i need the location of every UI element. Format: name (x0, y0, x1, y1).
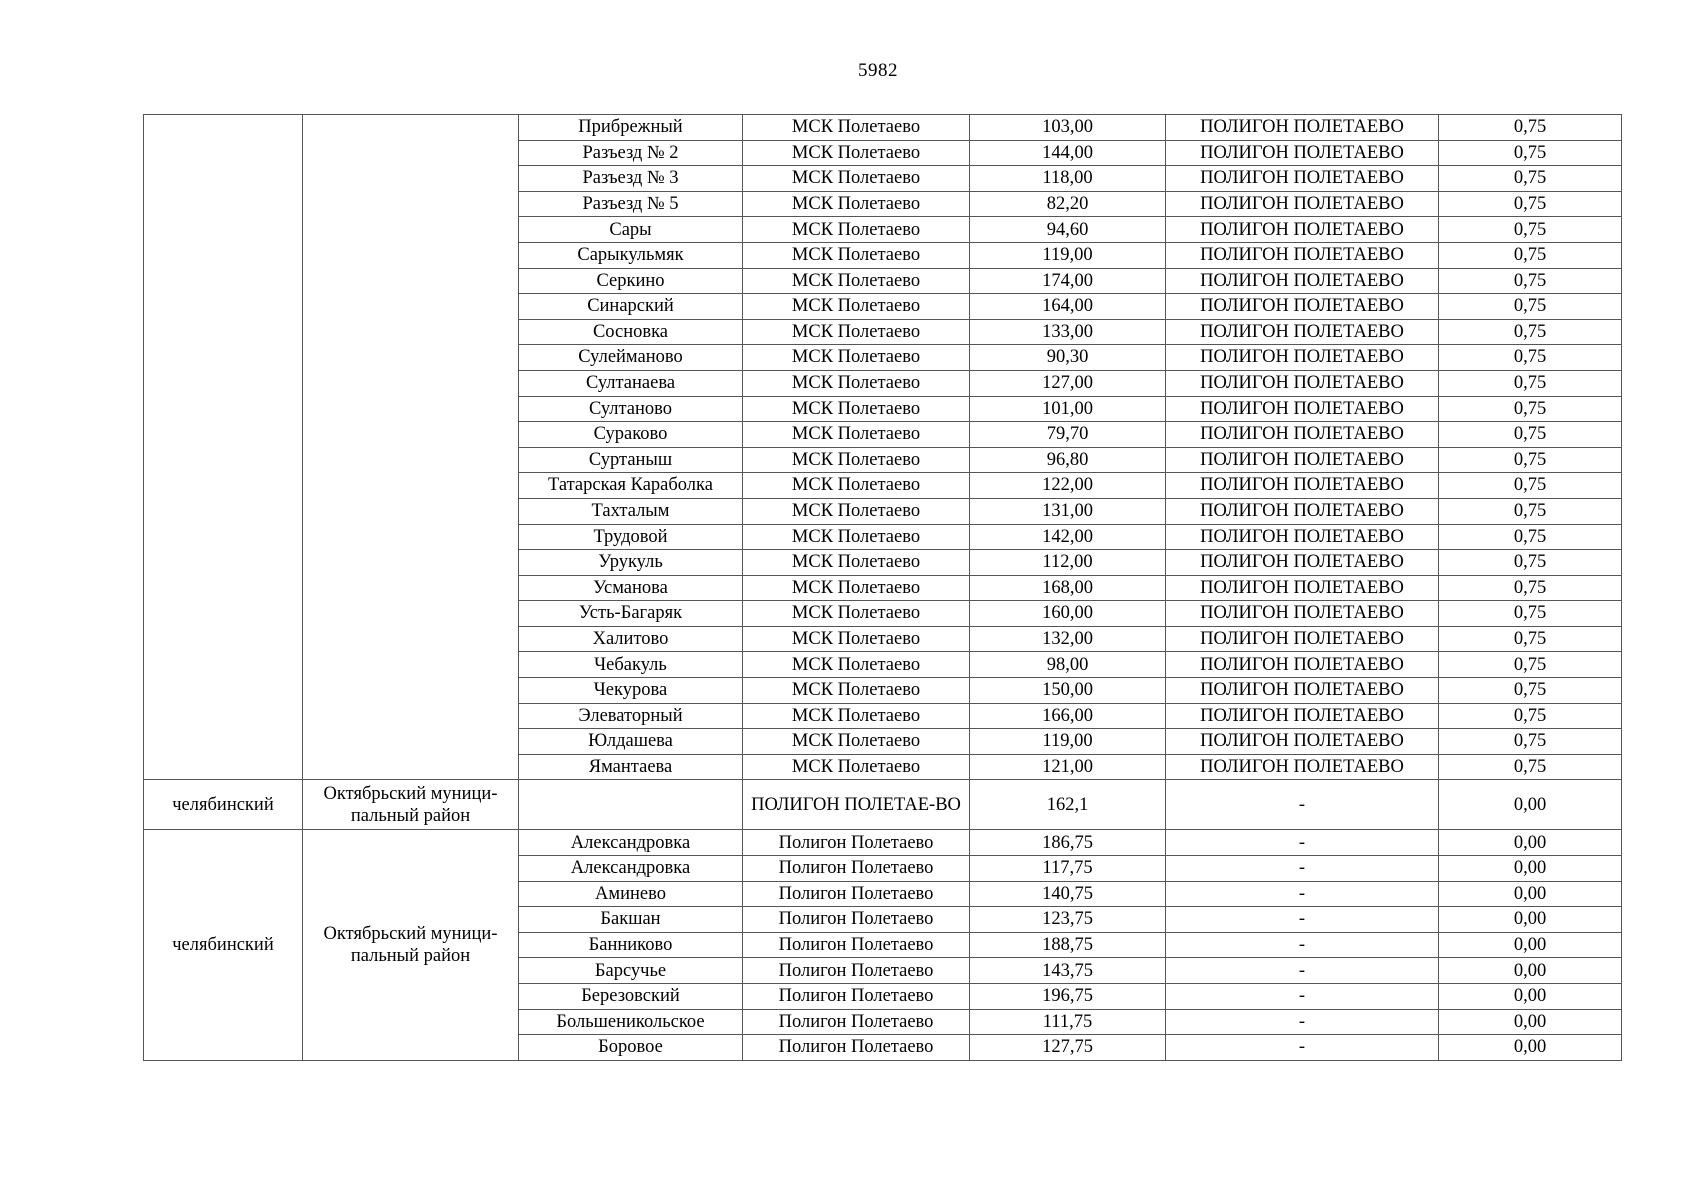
distance-cell: 127,75 (970, 1035, 1166, 1061)
page-number: 5982 (858, 60, 898, 81)
destination-cell: - (1166, 984, 1439, 1010)
settlement-cell: Халитово (519, 626, 743, 652)
tariff-cell: 0,75 (1439, 473, 1622, 499)
destination-cell: ПОЛИГОН ПОЛЕТАЕВО (1166, 498, 1439, 524)
destination-cell: ПОЛИГОН ПОЛЕТАЕВО (1166, 396, 1439, 422)
facility-cell: МСК Полетаево (743, 217, 970, 243)
settlement-cell: Элеваторный (519, 703, 743, 729)
facility-cell: МСК Полетаево (743, 294, 970, 320)
facility-cell: МСК Полетаево (743, 396, 970, 422)
distance-cell: 117,75 (970, 856, 1166, 882)
facility-cell: МСК Полетаево (743, 524, 970, 550)
table-row (144, 780, 1622, 830)
destination-cell: ПОЛИГОН ПОЛЕТАЕВО (1166, 217, 1439, 243)
distance-cell: 118,00 (970, 166, 1166, 192)
region-cell (144, 115, 303, 780)
destination-cell: ПОЛИГОН ПОЛЕТАЕВО (1166, 524, 1439, 550)
tariff-cell: 0,75 (1439, 396, 1622, 422)
destination-cell: - (1166, 1035, 1439, 1061)
facility-cell: МСК Полетаево (743, 626, 970, 652)
distance-cell: 160,00 (970, 601, 1166, 627)
distance-cell: 82,20 (970, 191, 1166, 217)
settlement-cell: Юлдашева (519, 729, 743, 755)
distance-cell: 103,00 (970, 115, 1166, 141)
facility-cell: Полигон Полетаево (743, 958, 970, 984)
destination-cell: ПОЛИГОН ПОЛЕТАЕВО (1166, 294, 1439, 320)
facility-cell: МСК Полетаево (743, 754, 970, 780)
tariff-cell: 0,75 (1439, 370, 1622, 396)
tariff-cell: 0,75 (1439, 140, 1622, 166)
settlement-cell: Синарский (519, 294, 743, 320)
tariff-cell: 0,00 (1439, 932, 1622, 958)
facility-cell: МСК Полетаево (743, 447, 970, 473)
settlement-cell: Чекурова (519, 678, 743, 704)
distance-cell: 133,00 (970, 319, 1166, 345)
tariff-cell: 0,75 (1439, 268, 1622, 294)
facility-cell: МСК Полетаево (743, 575, 970, 601)
destination-cell: - (1166, 932, 1439, 958)
facility-cell: МСК Полетаево (743, 140, 970, 166)
tariff-cell: 0,75 (1439, 345, 1622, 371)
destination-cell: ПОЛИГОН ПОЛЕТАЕВО (1166, 268, 1439, 294)
distance-cell: 140,75 (970, 881, 1166, 907)
tariff-cell: 0,75 (1439, 550, 1622, 576)
tariff-cell: 0,75 (1439, 601, 1622, 627)
tariff-cell: 0,75 (1439, 166, 1622, 192)
facility-cell: МСК Полетаево (743, 242, 970, 268)
destination-cell: ПОЛИГОН ПОЛЕТАЕВО (1166, 115, 1439, 141)
facility-cell: Полигон Полетаево (743, 1009, 970, 1035)
destination-cell: ПОЛИГОН ПОЛЕТАЕВО (1166, 422, 1439, 448)
destination-cell: ПОЛИГОН ПОЛЕТАЕВО (1166, 703, 1439, 729)
facility-cell: МСК Полетаево (743, 319, 970, 345)
distance-cell: 119,00 (970, 729, 1166, 755)
facility-cell: МСК Полетаево (743, 498, 970, 524)
district-cell: Октябрьский муници-пальный район (303, 830, 519, 1060)
distance-cell: 174,00 (970, 268, 1166, 294)
destination-cell: - (1166, 830, 1439, 856)
destination-cell: - (1166, 856, 1439, 882)
tariff-cell: 0,75 (1439, 422, 1622, 448)
settlement-cell: Прибрежный (519, 115, 743, 141)
facility-cell: Полигон Полетаево (743, 932, 970, 958)
table-row (144, 830, 1622, 856)
distance-cell: 121,00 (970, 754, 1166, 780)
settlement-cell: Татарская Караболка (519, 473, 743, 499)
facility-cell: Полигон Полетаево (743, 984, 970, 1010)
tariff-cell: 0,00 (1439, 984, 1622, 1010)
settlement-cell: Разъезд № 5 (519, 191, 743, 217)
settlement-cell: Боровое (519, 1035, 743, 1061)
destination-cell: ПОЛИГОН ПОЛЕТАЕВО (1166, 319, 1439, 345)
settlement-cell: Александровка (519, 856, 743, 882)
tariff-cell: 0,75 (1439, 115, 1622, 141)
facility-cell: Полигон Полетаево (743, 907, 970, 933)
tariff-cell: 0,75 (1439, 678, 1622, 704)
tariff-cell: 0,75 (1439, 191, 1622, 217)
settlement-cell: Серкино (519, 268, 743, 294)
distance-cell: 188,75 (970, 932, 1166, 958)
destination-cell: - (1166, 958, 1439, 984)
destination-cell: ПОЛИГОН ПОЛЕТАЕВО (1166, 370, 1439, 396)
facility-cell: Полигон Полетаево (743, 830, 970, 856)
tariff-cell: 0,75 (1439, 652, 1622, 678)
settlement-cell: Тахталым (519, 498, 743, 524)
distance-cell: 79,70 (970, 422, 1166, 448)
tariff-cell: 0,00 (1439, 780, 1622, 830)
settlement-cell: Барсучье (519, 958, 743, 984)
tariff-cell: 0,75 (1439, 319, 1622, 345)
facility-cell: Полигон Полетаево (743, 1035, 970, 1061)
distance-cell: 166,00 (970, 703, 1166, 729)
facility-cell: МСК Полетаево (743, 115, 970, 141)
destination-cell: ПОЛИГОН ПОЛЕТАЕВО (1166, 652, 1439, 678)
destination-cell: ПОЛИГОН ПОЛЕТАЕВО (1166, 345, 1439, 371)
tariff-cell: 0,00 (1439, 1035, 1622, 1061)
table-row (144, 115, 1622, 141)
facility-cell: МСК Полетаево (743, 166, 970, 192)
tariff-cell: 0,75 (1439, 447, 1622, 473)
destination-cell: ПОЛИГОН ПОЛЕТАЕВО (1166, 601, 1439, 627)
tariff-cell: 0,75 (1439, 703, 1622, 729)
distance-cell: 150,00 (970, 678, 1166, 704)
settlement-cell: Разъезд № 2 (519, 140, 743, 166)
distance-cell: 142,00 (970, 524, 1166, 550)
distance-cell: 119,00 (970, 242, 1166, 268)
destination-cell: ПОЛИГОН ПОЛЕТАЕВО (1166, 754, 1439, 780)
distance-cell: 123,75 (970, 907, 1166, 933)
settlement-cell: Трудовой (519, 524, 743, 550)
facility-cell: МСК Полетаево (743, 473, 970, 499)
distance-cell: 144,00 (970, 140, 1166, 166)
distance-cell: 132,00 (970, 626, 1166, 652)
facility-cell: МСК Полетаево (743, 370, 970, 396)
tariff-cell: 0,75 (1439, 626, 1622, 652)
tariff-cell: 0,75 (1439, 754, 1622, 780)
settlement-cell: Сулейманово (519, 345, 743, 371)
tariff-cell: 0,00 (1439, 881, 1622, 907)
facility-cell: ПОЛИГОН ПОЛЕТАЕ-ВО (743, 780, 970, 830)
settlement-cell: Ямантаева (519, 754, 743, 780)
settlement-cell: Бакшан (519, 907, 743, 933)
distance-cell: 162,1 (970, 780, 1166, 830)
tariff-cell: 0,00 (1439, 830, 1622, 856)
facility-cell: МСК Полетаево (743, 422, 970, 448)
distance-cell: 101,00 (970, 396, 1166, 422)
distance-cell: 131,00 (970, 498, 1166, 524)
settlement-cell: Султаново (519, 396, 743, 422)
destination-cell: - (1166, 780, 1439, 830)
settlement-cell: Султанаева (519, 370, 743, 396)
settlement-cell: Сосновка (519, 319, 743, 345)
settlement-cell: Суртаныш (519, 447, 743, 473)
settlement-cell: Чебакуль (519, 652, 743, 678)
district-cell: Октябрьский муници-пальный район (303, 780, 519, 830)
tariff-cell: 0,00 (1439, 907, 1622, 933)
distance-cell: 186,75 (970, 830, 1166, 856)
tariff-cell: 0,00 (1439, 958, 1622, 984)
distance-cell: 196,75 (970, 984, 1166, 1010)
settlement-cell: Александровка (519, 830, 743, 856)
destination-cell: ПОЛИГОН ПОЛЕТАЕВО (1166, 166, 1439, 192)
tariff-cell: 0,75 (1439, 575, 1622, 601)
facility-cell: МСК Полетаево (743, 729, 970, 755)
distance-cell: 96,80 (970, 447, 1166, 473)
destination-cell: ПОЛИГОН ПОЛЕТАЕВО (1166, 242, 1439, 268)
facility-cell: МСК Полетаево (743, 703, 970, 729)
destination-cell: ПОЛИГОН ПОЛЕТАЕВО (1166, 447, 1439, 473)
region-cell: челябинский (144, 830, 303, 1060)
destination-cell: ПОЛИГОН ПОЛЕТАЕВО (1166, 191, 1439, 217)
distance-cell: 122,00 (970, 473, 1166, 499)
destination-cell: ПОЛИГОН ПОЛЕТАЕВО (1166, 729, 1439, 755)
distance-cell: 94,60 (970, 217, 1166, 243)
destination-cell: ПОЛИГОН ПОЛЕТАЕВО (1166, 550, 1439, 576)
facility-cell: МСК Полетаево (743, 268, 970, 294)
destination-cell: ПОЛИГОН ПОЛЕТАЕВО (1166, 575, 1439, 601)
tariff-cell: 0,75 (1439, 242, 1622, 268)
tariff-cell: 0,75 (1439, 498, 1622, 524)
destination-cell: ПОЛИГОН ПОЛЕТАЕВО (1166, 626, 1439, 652)
facility-cell: МСК Полетаево (743, 601, 970, 627)
facility-cell: МСК Полетаево (743, 345, 970, 371)
destination-cell: ПОЛИГОН ПОЛЕТАЕВО (1166, 678, 1439, 704)
distance-cell: 111,75 (970, 1009, 1166, 1035)
facility-cell: Полигон Полетаево (743, 881, 970, 907)
destination-cell: - (1166, 881, 1439, 907)
distance-cell: 112,00 (970, 550, 1166, 576)
settlement-cell: Аминево (519, 881, 743, 907)
facility-cell: МСК Полетаево (743, 191, 970, 217)
tariff-cell: 0,75 (1439, 217, 1622, 243)
settlement-cell (519, 780, 743, 830)
distance-cell: 143,75 (970, 958, 1166, 984)
tariff-cell: 0,75 (1439, 524, 1622, 550)
tariff-cell: 0,75 (1439, 729, 1622, 755)
destination-cell: - (1166, 907, 1439, 933)
destination-cell: ПОЛИГОН ПОЛЕТАЕВО (1166, 140, 1439, 166)
data-table (143, 114, 1622, 1061)
tariff-cell: 0,00 (1439, 856, 1622, 882)
distance-cell: 168,00 (970, 575, 1166, 601)
facility-cell: МСК Полетаево (743, 652, 970, 678)
settlement-cell: Сары (519, 217, 743, 243)
destination-cell: - (1166, 1009, 1439, 1035)
distance-cell: 127,00 (970, 370, 1166, 396)
facility-cell: МСК Полетаево (743, 678, 970, 704)
settlement-cell: Большеникольское (519, 1009, 743, 1035)
region-cell: челябинский (144, 780, 303, 830)
distance-cell: 164,00 (970, 294, 1166, 320)
distance-cell: 90,30 (970, 345, 1166, 371)
facility-cell: МСК Полетаево (743, 550, 970, 576)
facility-cell: Полигон Полетаево (743, 856, 970, 882)
settlement-cell: Березовский (519, 984, 743, 1010)
district-cell (303, 115, 519, 780)
settlement-cell: Разъезд № 3 (519, 166, 743, 192)
distance-cell: 98,00 (970, 652, 1166, 678)
settlement-cell: Урукуль (519, 550, 743, 576)
destination-cell: ПОЛИГОН ПОЛЕТАЕВО (1166, 473, 1439, 499)
settlement-cell: Усть-Багаряк (519, 601, 743, 627)
settlement-cell: Банниково (519, 932, 743, 958)
settlement-cell: Усманова (519, 575, 743, 601)
tariff-cell: 0,75 (1439, 294, 1622, 320)
settlement-cell: Сарыкульмяк (519, 242, 743, 268)
tariff-cell: 0,00 (1439, 1009, 1622, 1035)
settlement-cell: Сураково (519, 422, 743, 448)
